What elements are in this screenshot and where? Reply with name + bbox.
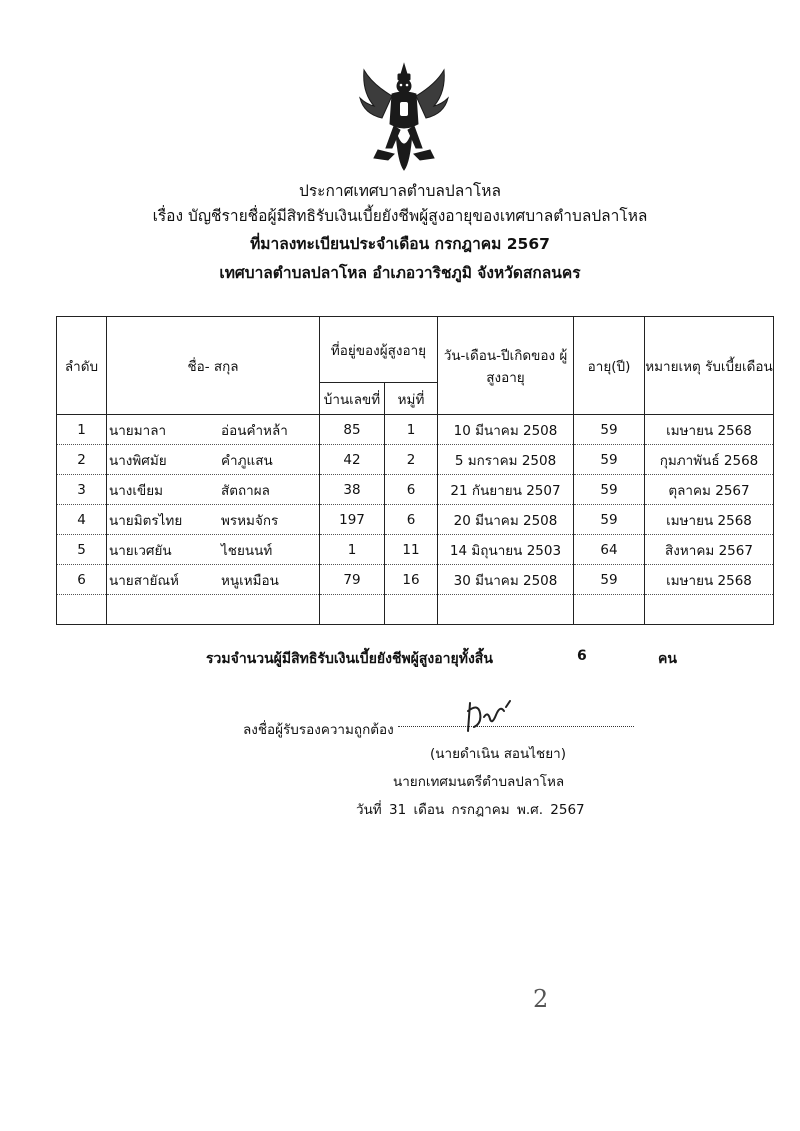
header-no: ลำดับ [57, 317, 107, 415]
summary-label: รวมจำนวนผู้มีสิทธิรับเงินเบี้ยยังชีพผู้สูงอายุทั้งสิ้น [206, 651, 493, 667]
header-village-no: หมู่ที่ [385, 383, 438, 415]
row-dob: 21 กันยายน 2507 [438, 475, 574, 505]
header-address: ที่อยู่ของผู้สูงอายุ [320, 317, 438, 383]
row-age: 59 [574, 415, 645, 445]
row-last-name: หนูเหมือน [221, 572, 279, 589]
row-age: 59 [574, 565, 645, 595]
row-no: 3 [57, 475, 107, 505]
registration-month-line: ที่มาลงทะเบียนประจำเดือน กรกฎาคม 2567 [250, 235, 550, 253]
row-village-no: 16 [385, 565, 438, 595]
summary-count: 6 [577, 648, 587, 664]
summary-unit: คน [658, 651, 677, 667]
row-age: 59 [574, 445, 645, 475]
row-name [107, 415, 320, 445]
municipality-line: เทศบาลตำบลปลาโหล อำเภอวาริชภูมิ จังหวัดสกลนคร [219, 264, 581, 282]
row-last-name: อ่อนคำหล้า [221, 422, 288, 439]
row-dob: 14 มิถุนายน 2503 [438, 535, 574, 565]
row-dob: 5 มกราคม 2508 [438, 445, 574, 475]
row-village-no: 11 [385, 535, 438, 565]
row-first-name: นางพิศมัย [109, 452, 167, 469]
page-number: 2 [533, 985, 549, 1013]
row-name [107, 505, 320, 535]
row-first-name: นายมาลา [109, 422, 167, 439]
signature-date: วันที่ 31 เดือน กรกฎาคม พ.ศ. 2567 [356, 802, 585, 818]
row-last-name: พรหมจักร [221, 512, 279, 529]
row-no: 1 [57, 415, 107, 445]
signatory-position: นายกเทศมนตรีตำบลปลาโหล [393, 774, 565, 790]
row-last-name: ไชยนนท์ [221, 542, 273, 559]
beneficiary-table [56, 316, 774, 625]
row-age: 59 [574, 475, 645, 505]
row-first-name: นางเขียม [109, 482, 164, 499]
row-first-name: นายมิตรไทย [109, 512, 183, 529]
row-village-no: 2 [385, 445, 438, 475]
row-remark: กุมภาพันธ์ 2568 [645, 445, 774, 475]
header-name: ชื่อ- สกุล [107, 317, 320, 415]
row-village-no: 6 [385, 475, 438, 505]
row-first-name: นายเวศยัน [109, 542, 172, 559]
table-row [57, 475, 774, 505]
table-row [57, 505, 774, 535]
header-dob: วัน-เดือน-ปีเกิดของ ผู้สูงอายุ [438, 317, 574, 415]
row-last-name: คำภูแสน [221, 452, 273, 469]
garuda-emblem-icon [358, 62, 450, 172]
row-house-no: 197 [320, 505, 385, 535]
row-house-no: 1 [320, 535, 385, 565]
row-first-name: นายสายัณห์ [109, 572, 179, 589]
subject-line: เรื่อง บัญชีรายชื่อผู้มีสิทธิรับเงินเบี้ยยังชีพผู้สูงอายุของเทศบาลตำบลปลาโหล [152, 207, 648, 225]
row-dob: 20 มีนาคม 2508 [438, 505, 574, 535]
row-name [107, 565, 320, 595]
signatory-name: (นายดำเนิน สอนไชยา) [430, 746, 566, 762]
row-age: 59 [574, 505, 645, 535]
table-row [57, 535, 774, 565]
row-no: 5 [57, 535, 107, 565]
row-age: 64 [574, 535, 645, 565]
row-village-no: 6 [385, 505, 438, 535]
row-dob: 30 มีนาคม 2508 [438, 565, 574, 595]
row-village-no: 1 [385, 415, 438, 445]
row-house-no: 79 [320, 565, 385, 595]
header-age: อายุ(ปี) [574, 317, 645, 415]
signature-label: ลงชื่อผู้รับรองความถูกต้อง [243, 722, 394, 738]
row-last-name: สัตถาผล [221, 482, 270, 499]
table-row [57, 415, 774, 445]
row-remark: เมษายน 2568 [645, 505, 774, 535]
row-house-no: 85 [320, 415, 385, 445]
header-remark: หมายเหตุ รับเบี้ยเดือน [645, 317, 774, 415]
row-name [107, 535, 320, 565]
header-house-no: บ้านเลขที่ [320, 383, 385, 415]
row-name [107, 475, 320, 505]
row-house-no: 38 [320, 475, 385, 505]
handwritten-signature-icon [462, 697, 522, 737]
row-no: 2 [57, 445, 107, 475]
announcement-title: ประกาศเทศบาลตำบลปลาโหล [299, 182, 501, 200]
table-row-empty [57, 595, 774, 625]
row-house-no: 42 [320, 445, 385, 475]
table-row [57, 445, 774, 475]
row-remark: สิงหาคม 2567 [645, 535, 774, 565]
row-dob: 10 มีนาคม 2508 [438, 415, 574, 445]
row-remark: ตุลาคม 2567 [645, 475, 774, 505]
row-no: 6 [57, 565, 107, 595]
row-remark: เมษายน 2568 [645, 415, 774, 445]
table-row [57, 565, 774, 595]
row-remark: เมษายน 2568 [645, 565, 774, 595]
row-name [107, 445, 320, 475]
row-no: 4 [57, 505, 107, 535]
